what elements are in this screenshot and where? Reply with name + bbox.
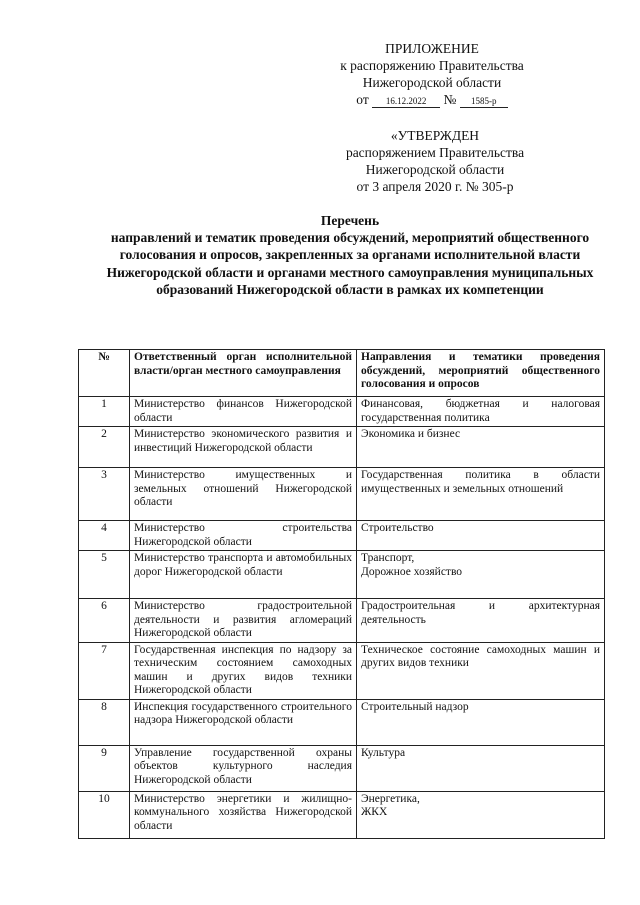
row-num: 4: [79, 521, 130, 551]
appendix-date-line: [320, 91, 544, 108]
row-responsible: Министерство имущественных и земельных отношений Нижегородской области: [130, 468, 357, 521]
table-row: [79, 599, 605, 643]
document-title: Перечень: [320, 213, 380, 228]
table-row: [79, 468, 605, 521]
appendix-number: 1585-р: [460, 96, 508, 108]
appendix-line-1: к распоряжению Правительства: [340, 58, 524, 73]
header-topics: Направления и тематики проведения обсуждений, мероприятий общественного голосования и опросов: [357, 350, 605, 397]
row-responsible: Министерство финансов Нижегородской области: [130, 397, 357, 427]
row-topics: Экономика и бизнес: [357, 427, 605, 468]
row-responsible: Министерство градостроительной деятельности и развития агломераций Нижегородской области: [130, 599, 357, 643]
number-sign: №: [443, 92, 457, 107]
row-topics: Градостроительная и архитектурная деятельность: [357, 599, 605, 643]
row-topics: Финансовая, бюджетная и налоговая государственная политика: [357, 397, 605, 427]
table-header-row: [79, 350, 605, 397]
table-row: [79, 397, 605, 427]
row-num: 8: [79, 699, 130, 745]
row-topics: Государственная политика в области имущественных и земельных отношений: [357, 468, 605, 521]
row-num: 5: [79, 551, 130, 599]
row-topics: Транспорт, Дорожное хозяйство: [357, 551, 605, 599]
approved-line-4: от 3 апреля 2020 г. № 305-р: [356, 179, 514, 194]
row-num: 6: [79, 599, 130, 643]
row-num: 3: [79, 468, 130, 521]
row-responsible: Министерство экономического развития и инвестиций Нижегородской области: [130, 427, 357, 468]
table-row: [79, 427, 605, 468]
table-row: [79, 551, 605, 599]
row-responsible: Государственная инспекция по надзору за техническим состоянием самоходных машин и других видов техники Нижегородской области: [130, 642, 357, 699]
table-row: [79, 642, 605, 699]
approved-line-2: распоряжением Правительства: [345, 145, 525, 160]
row-topics: Строительство: [357, 521, 605, 551]
row-topics: Культура: [357, 745, 605, 791]
table-row: [79, 745, 605, 791]
row-responsible: Министерство строительства Нижегородской области: [130, 521, 357, 551]
row-responsible: Инспекция государственного строительного надзора Нижегородской области: [130, 699, 357, 745]
row-num: 10: [79, 791, 130, 838]
table-row: [79, 699, 605, 745]
row-num: 1: [79, 397, 130, 427]
appendix-line-2: Нижегородской области: [362, 75, 502, 90]
appendix-block: [320, 40, 544, 108]
appendix-title: ПРИЛОЖЕНИЕ: [385, 41, 479, 56]
row-responsible: Министерство энергетики и жилищно-коммунального хозяйства Нижегородской области: [130, 791, 357, 838]
row-num: 9: [79, 745, 130, 791]
topics-table: [78, 349, 605, 839]
approved-line-3: Нижегородской области: [365, 162, 505, 177]
document-heading: [95, 212, 605, 298]
from-label: от: [356, 92, 369, 107]
approved-line-1: «УТВЕРЖДЕН: [390, 128, 480, 143]
approved-block: [310, 127, 560, 195]
row-responsible: Управление государственной охраны объектов культурного наследия Нижегородской области: [130, 745, 357, 791]
header-num: №: [79, 350, 130, 397]
row-num: 7: [79, 642, 130, 699]
appendix-date: 16.12.2022: [372, 96, 440, 108]
table-row: [79, 521, 605, 551]
row-num: 2: [79, 427, 130, 468]
document-subtitle: направлений и тематик проведения обсуждений, мероприятий общественного голосования и опросов, закрепленных за органами исполнительной власти Нижегородской области и органами местного самоуправления муниципальных образований Нижегородской области в рамках их компетенции: [106, 230, 594, 297]
row-topics: Строительный надзор: [357, 699, 605, 745]
row-topics: Техническое состояние самоходных машин и других видов техники: [357, 642, 605, 699]
header-responsible: Ответственный орган исполнительной власти/орган местного самоуправления: [130, 350, 357, 397]
row-topics: Энергетика, ЖКХ: [357, 791, 605, 838]
table-row: [79, 791, 605, 838]
row-responsible: Министерство транспорта и автомобильных дорог Нижегородской области: [130, 551, 357, 599]
